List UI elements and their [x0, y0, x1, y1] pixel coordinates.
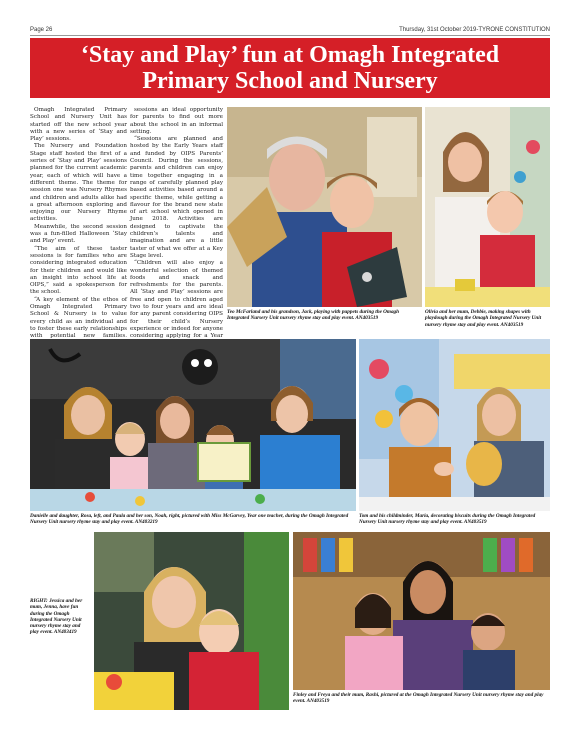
- caption-photo-4: Tom and his childminder, Maria, decorating biscuits during the Omagh Integrated Nursery Unit nursery rhyme stay and play event. AN403519: [359, 513, 536, 526]
- date-line: Thursday, 31st October 2019-TYRONE CONSTITUTION: [399, 27, 550, 33]
- photo-group-with-teacher: [30, 339, 356, 511]
- paragraph: sessions an ideal opportunity for parents to find out more about the school in an informal setting.: [130, 107, 223, 135]
- paragraph: “A key element of the ethos of Omagh Integrated Primary School & Nursery is to value every child as an individual and to foster these early relationships with potential new families.: [30, 296, 127, 340]
- paragraph: “Children will also enjoy a wonderful selection of themed foods and snack and refreshments for the parents. All ‘Stay and Play’ sessions are free and open to children aged two to four years and are ideal for any parent considering OIPS for their child’s Nursery experience or indeed for anyone considering applying for a Year: [130, 260, 223, 340]
- paragraph: “The aim of these taster sessions is for families who are considering integrated education for their children and would like an insight into school life at OIPS,” said a spokesperson for the school.: [30, 245, 127, 296]
- paragraph: “Sessions are planned and hosted by the Early Years staff and funded by OIPS Parents’ Council. During the sessions, parents and children can enjoy time together engaging in a range of carefully planned play based activities based around a specific theme, while getting a flavour for the brand new state of art school which opened in June 2018. Activities are designed to captivate the children’s talents and imagination and are a little taster of what we offer at a Key Stage level.: [130, 136, 223, 259]
- paragraph: Meanwhile, the second session was a fun-filled Halloween ‘Stay and Play’ event.: [30, 223, 127, 245]
- folio-rule: [30, 35, 550, 36]
- article-column-2: [130, 107, 223, 340]
- caption-photo-3: Danielle and daughter, Rosa, left, and Paula and her son, Noah, right, pictured with Miss McGarvey, Year one teacher, during the Omagh Integrated Nursery Unit nursery rhyme stay and play event. AN403219: [30, 513, 349, 526]
- photo-mother-daughter-playdough: [425, 107, 550, 307]
- caption-photo-1: Teo McFarland and his grandson, Jack, playing with puppets during the Omagh Integrated Nursery Unit nursery rhyme stay and play event. AN403519: [227, 309, 400, 322]
- photo-grandfather-grandson-puppets: [227, 107, 422, 307]
- headline: ‘Stay and Play’ fun at Omagh Integrated Primary School and Nursery: [80, 42, 500, 94]
- caption-photo-6: Finley and Freya and their mum, Rashi, pictured at the Omagh Integrated Nursery Unit nursery rhyme stay and play event. AN403519: [293, 692, 544, 705]
- photo-boy-childminder-biscuits: [359, 339, 550, 511]
- paragraph: Omagh Integrated Primary School and Nursery Unit has started off the new school year with a new series of ‘Stay and Play’ sessions.: [30, 107, 127, 143]
- photo-mother-daughter-fun: [94, 532, 289, 710]
- caption-photo-5: RIGHT: Jessica and her mum, Jenna, have fun during the Omagh Integrated Nursery Unit nursery rhyme stay and play event. AN403419: [30, 598, 83, 636]
- article-column-1: [30, 107, 127, 340]
- photo-mum-two-children: [293, 532, 550, 690]
- headline-banner: [30, 38, 550, 98]
- paragraph: The Nursery and Foundation Stage staff hosted the first of a series of ‘Stay and Play’ sessions planned for the current academic year, each of which will have a different theme. The theme for session one was Nursery Rhymes and children and adults alike had a great afternoon exploring and enjoying our Nursery Rhyme activities.: [30, 143, 127, 223]
- caption-photo-2: Olivia and her mum, Debbie, making shapes with playdough during the Omagh Integrated Nursery Unit nursery rhyme stay and play event. AN403519: [425, 309, 542, 328]
- page-number: Page 26: [30, 27, 53, 33]
